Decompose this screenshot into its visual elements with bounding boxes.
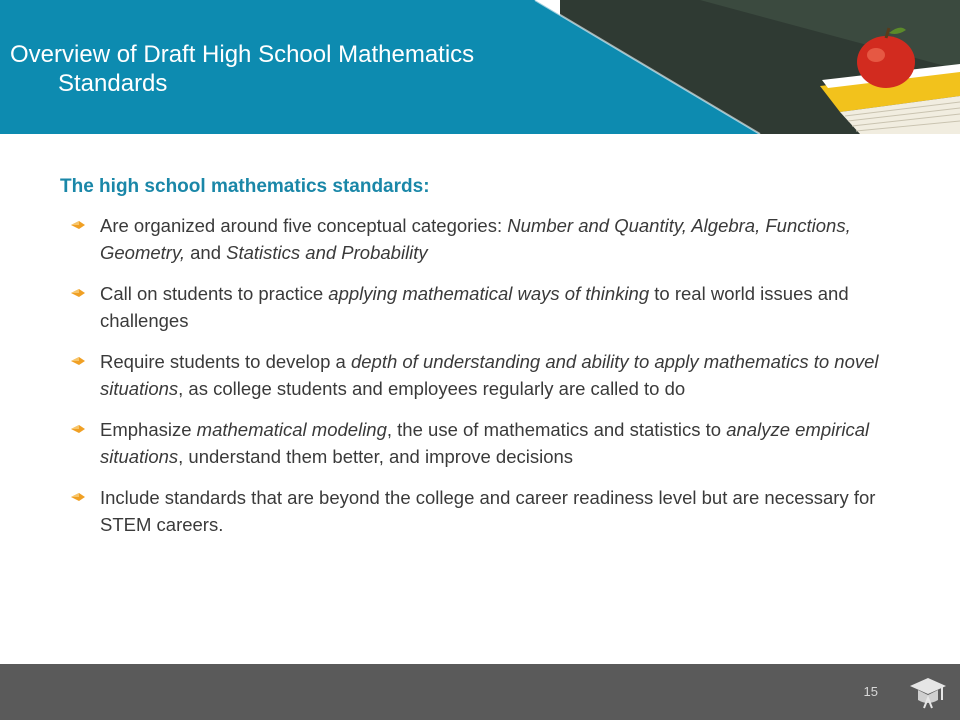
bullet-text: Include standards that are beyond the college and career readiness level but are necessary for STEM careers. [100,487,876,535]
bullet-text: , as college students and employees regularly are called to do [178,378,686,399]
bullet-emphasis-text: analyze empirical situations [100,419,870,467]
bullet-emphasis-text: Statistics and Probability [226,242,428,263]
bullet-list [60,212,890,538]
slide-subtitle: The high school mathematics standards: [60,176,430,197]
arrow-bullet-icon [71,219,85,231]
arrow-bullet-icon [71,423,85,435]
slide-title [10,40,570,98]
graduation-cap-icon [906,670,950,714]
bullet-emphasis-text: Number and Quantity, Algebra, Functions, Geometry, [100,215,851,263]
bullet-text: , the use of mathematics and statistics to [386,419,727,440]
arrow-bullet-icon [71,287,85,299]
slide-title-line2: Standards [58,70,168,97]
footer-bar [0,664,960,720]
bullet-emphasis-text: mathematical modeling [196,419,387,440]
bullet-text: to real world issues and challenges [100,283,849,331]
bullet-text: Require students to develop a [100,351,351,372]
page-number: 15 [863,684,878,699]
bullet-item [60,280,890,334]
bullet-text: Emphasize [100,419,197,440]
slide-content [60,176,890,552]
bullet-emphasis-text: depth of understanding and ability to apply mathematics to novel situations [100,351,879,399]
bullet-text: and [184,242,227,263]
slide-title-line1: Overview of Draft High School Mathematics [10,41,475,68]
bullet-text: Are organized around five conceptual categories: [100,215,508,236]
bullet-emphasis-text: applying mathematical ways of thinking [328,283,650,304]
arrow-bullet-icon [71,355,85,367]
bullet-text: , understand them better, and improve decisions [178,446,574,467]
bullet-text: Call on students to practice [100,283,329,304]
bullet-item [60,484,890,538]
bullet-item [60,416,890,470]
arrow-bullet-icon [71,491,85,503]
bullet-item [60,348,890,402]
bullet-item [60,212,890,266]
